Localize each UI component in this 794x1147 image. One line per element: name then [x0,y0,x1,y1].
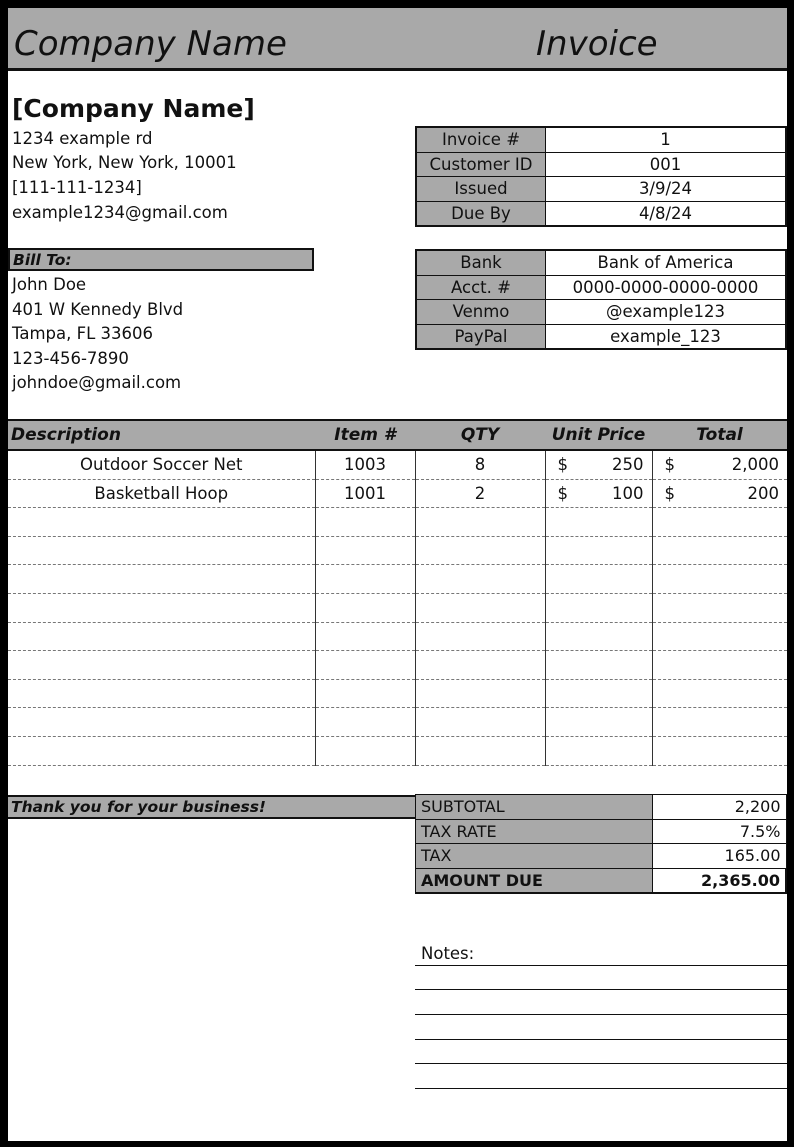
currency-symbol: $ [664,483,675,503]
tax-value: 165.00 [653,844,786,869]
item-unit-price-cell [545,651,652,680]
item-total-cell [652,679,787,708]
table-row [8,508,787,537]
invoice-info-table [415,126,787,227]
subtotal-label: SUBTOTAL [416,795,653,820]
item-description [8,736,315,765]
item-qty [415,651,545,680]
col-header-description: Description [8,420,315,450]
item-number: 1001 [315,479,415,508]
table-row [8,679,787,708]
company-phone: [111-111-1234] [12,178,142,197]
currency-symbol: $ [557,483,568,503]
amount-due-row [416,868,787,893]
item-qty: 2 [415,479,545,508]
table-row [8,536,787,565]
item-qty [415,593,545,622]
invoice-info-label: Issued [416,177,546,202]
item-number [315,593,415,622]
item-unit-price: 100 [612,483,644,503]
item-number [315,536,415,565]
item-number [315,708,415,737]
subtotal-row [416,795,787,820]
item-qty [415,708,545,737]
item-description: Outdoor Soccer Net [8,450,315,479]
col-header-item: Item # [315,420,415,450]
item-number [315,622,415,651]
item-unit-price: 250 [612,455,644,475]
payment-info-label: PayPal [416,324,546,349]
item-number [315,651,415,680]
notes-line [415,989,787,990]
invoice-info-row [416,177,786,202]
item-unit-price-cell [545,450,652,479]
item-total: 2,000 [731,455,779,475]
payment-info-label: Venmo [416,300,546,325]
company-address-line2: New York, New York, 10001 [12,153,237,172]
items-header-row [8,420,787,450]
payment-info-label: Bank [416,250,546,275]
item-unit-price-cell [545,679,652,708]
item-description [8,708,315,737]
header-company-name: Company Name [14,24,287,64]
invoice-info-label: Customer ID [416,152,546,177]
invoice-info-value: 3/9/24 [546,177,787,202]
payment-info-table [415,249,787,350]
col-header-total: Total [652,420,787,450]
bill-to-address-line1: 401 W Kennedy Blvd [12,300,184,319]
item-description [8,508,315,537]
table-row [8,736,787,765]
item-number [315,508,415,537]
company-email: example1234@gmail.com [12,203,228,222]
table-row [8,708,787,737]
item-description [8,622,315,651]
item-total-cell [652,508,787,537]
invoice-info-value: 1 [546,127,787,152]
company-name: [Company Name] [12,94,255,123]
item-qty [415,508,545,537]
totals-table [415,794,787,894]
tax-row [416,844,787,869]
item-qty [415,622,545,651]
currency-symbol: $ [664,455,675,475]
bill-to-name: John Doe [12,275,87,294]
payment-info-row [416,324,786,349]
invoice-info-label: Invoice # [416,127,546,152]
invoice-info-value: 4/8/24 [546,201,787,226]
amount-due-label: AMOUNT DUE [416,868,653,893]
item-total-cell [652,708,787,737]
item-description [8,536,315,565]
invoice-page [8,8,787,1141]
table-row [8,479,787,508]
invoice-info-value: 001 [546,152,787,177]
bill-to-phone: 123-456-7890 [12,349,129,368]
item-total-cell [652,450,787,479]
currency-symbol: $ [557,455,568,475]
item-unit-price-cell [545,593,652,622]
payment-info-value: example_123 [546,324,787,349]
item-total-cell [652,593,787,622]
item-unit-price-cell [545,708,652,737]
notes-line [415,1063,787,1064]
notes-line [415,1014,787,1015]
item-total: 200 [747,483,779,503]
notes-line [415,1088,787,1089]
item-unit-price-cell [545,622,652,651]
amount-due-value: 2,365.00 [653,868,786,893]
table-row [8,622,787,651]
item-qty [415,736,545,765]
item-unit-price-cell [545,565,652,594]
payment-info-row [416,275,786,300]
table-row [8,593,787,622]
table-row [8,651,787,680]
item-number [315,736,415,765]
item-unit-price-cell [545,508,652,537]
col-header-qty: QTY [415,420,545,450]
company-address-line1: 1234 example rd [12,129,153,148]
invoice-info-row [416,201,786,226]
item-description: Basketball Hoop [8,479,315,508]
bill-to-label: Bill To: [8,248,314,271]
payment-info-value: Bank of America [546,250,787,275]
items-table [8,419,787,766]
item-qty [415,536,545,565]
invoice-info-row [416,127,786,152]
item-description [8,593,315,622]
tax-label: TAX [416,844,653,869]
item-description [8,565,315,594]
item-unit-price-cell [545,736,652,765]
item-total-cell [652,736,787,765]
tax-rate-row [416,819,787,844]
item-number [315,565,415,594]
item-number: 1003 [315,450,415,479]
payment-info-label: Acct. # [416,275,546,300]
item-number [315,679,415,708]
tax-rate-value: 7.5% [653,819,786,844]
notes-label: Notes: [421,944,475,963]
bill-to-address-line2: Tampa, FL 33606 [12,324,154,343]
header-invoice-title: Invoice [536,24,658,64]
invoice-info-label: Due By [416,201,546,226]
item-total-cell [652,651,787,680]
tax-rate-label: TAX RATE [416,819,653,844]
payment-info-value: @example123 [546,300,787,325]
invoice-info-row [416,152,786,177]
item-qty [415,565,545,594]
bill-to-email: johndoe@gmail.com [12,373,182,392]
item-description [8,679,315,708]
subtotal-value: 2,200 [653,795,786,820]
item-total-cell [652,622,787,651]
item-unit-price-cell [545,479,652,508]
table-row [8,450,787,479]
payment-info-row [416,250,786,275]
item-unit-price-cell [545,536,652,565]
payment-info-row [416,300,786,325]
col-header-unit-price: Unit Price [545,420,652,450]
item-qty [415,679,545,708]
item-total-cell [652,565,787,594]
item-qty: 8 [415,450,545,479]
item-total-cell [652,536,787,565]
item-description [8,651,315,680]
title-band [8,8,787,71]
payment-info-value: 0000-0000-0000-0000 [546,275,787,300]
item-total-cell [652,479,787,508]
thank-you-message: Thank you for your business! [8,795,416,819]
notes-line [415,965,787,966]
table-row [8,565,787,594]
notes-line [415,1039,787,1040]
